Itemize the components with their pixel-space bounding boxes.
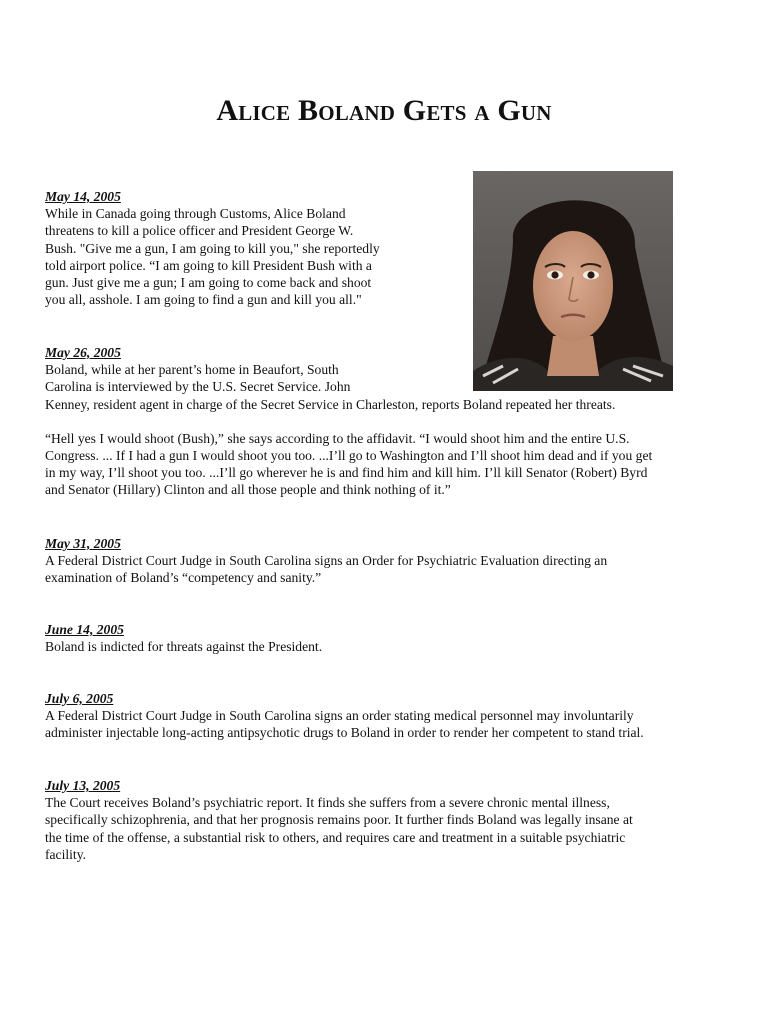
entry-date: July 13, 2005 xyxy=(45,778,121,793)
entry-line: Bush. "Give me a gun, I am going to kill you," she reportedly xyxy=(45,240,380,256)
entry-date: May 14, 2005 xyxy=(45,189,121,204)
paragraph-gap xyxy=(45,413,652,430)
entry-line: Carolina is interviewed by the U.S. Secret Service. John xyxy=(45,379,351,395)
entry-date: May 31, 2005 xyxy=(45,536,121,551)
page-title: Alice Boland Gets a Gun xyxy=(216,94,552,127)
entry-line: A Federal District Court Judge in South Carolina signs an Order for Psychiatric Evaluation directing an xyxy=(45,553,608,569)
entry-date: May 26, 2005 xyxy=(45,345,121,360)
entry-date: June 14, 2005 xyxy=(45,622,124,637)
entry-line: Boland, while at her parent’s home in Beaufort, South xyxy=(45,362,339,378)
entry-line: and Senator (Hillary) Clinton and all those people and think nothing of it.” xyxy=(45,482,451,498)
timeline-entry xyxy=(45,344,652,499)
entry-line: threatens to kill a police officer and President George W. xyxy=(45,223,354,239)
entry-line: specifically schizophrenia, and that her prognosis remains poor. It further finds Boland was legally insane at xyxy=(45,812,633,828)
entry-line: administer injectable long-acting antipsychotic drugs to Boland in order to render her competent to stand trial. xyxy=(45,725,644,741)
timeline-entry xyxy=(45,621,322,655)
timeline-entry xyxy=(45,777,633,863)
timeline-entry xyxy=(45,188,380,308)
entry-line: you all, asshole. I am going to find a gun and kill you all." xyxy=(45,292,362,308)
entry-line: gun. Just give me a gun; I am going to come back and shoot xyxy=(45,275,372,291)
entry-line: The Court receives Boland’s psychiatric report. It finds she suffers from a severe chronic mental illness, xyxy=(45,795,610,811)
entry-line: A Federal District Court Judge in South Carolina signs an order stating medical personnel may involuntarily xyxy=(45,708,634,724)
entry-line: “Hell yes I would shoot (Bush),” she says according to the affidavit. “I would shoot him and the entire U.S. xyxy=(45,430,630,446)
entry-line: told airport police. “I am going to kill President Bush with a xyxy=(45,257,372,273)
entry-line: examination of Boland’s “competency and sanity.” xyxy=(45,570,322,586)
entry-line: facility. xyxy=(45,846,87,862)
entry-line: in my way, I’ll shoot you too. ...I’ll go wherever he is and find him and kill him. I’ll kill Senator (Robert) Byrd xyxy=(45,465,648,481)
entry-line: Kenney, resident agent in charge of the Secret Service in Charleston, reports Boland repeated her threats. xyxy=(45,396,616,412)
timeline-entry xyxy=(45,535,607,587)
entry-date: July 6, 2005 xyxy=(45,691,114,706)
entry-line: Boland is indicted for threats against the President. xyxy=(45,639,323,655)
entry-line: Congress. ... If I had a gun I would shoot you too. ...I’ll go to Washington and I’ll shoot him dead and if you get xyxy=(45,448,653,464)
entry-line: While in Canada going through Customs, Alice Boland xyxy=(45,206,346,222)
timeline-entry xyxy=(45,690,644,742)
entry-line: the time of the offense, a substantial risk to others, and requires care and treatment in a suitable psychiatric xyxy=(45,829,626,845)
